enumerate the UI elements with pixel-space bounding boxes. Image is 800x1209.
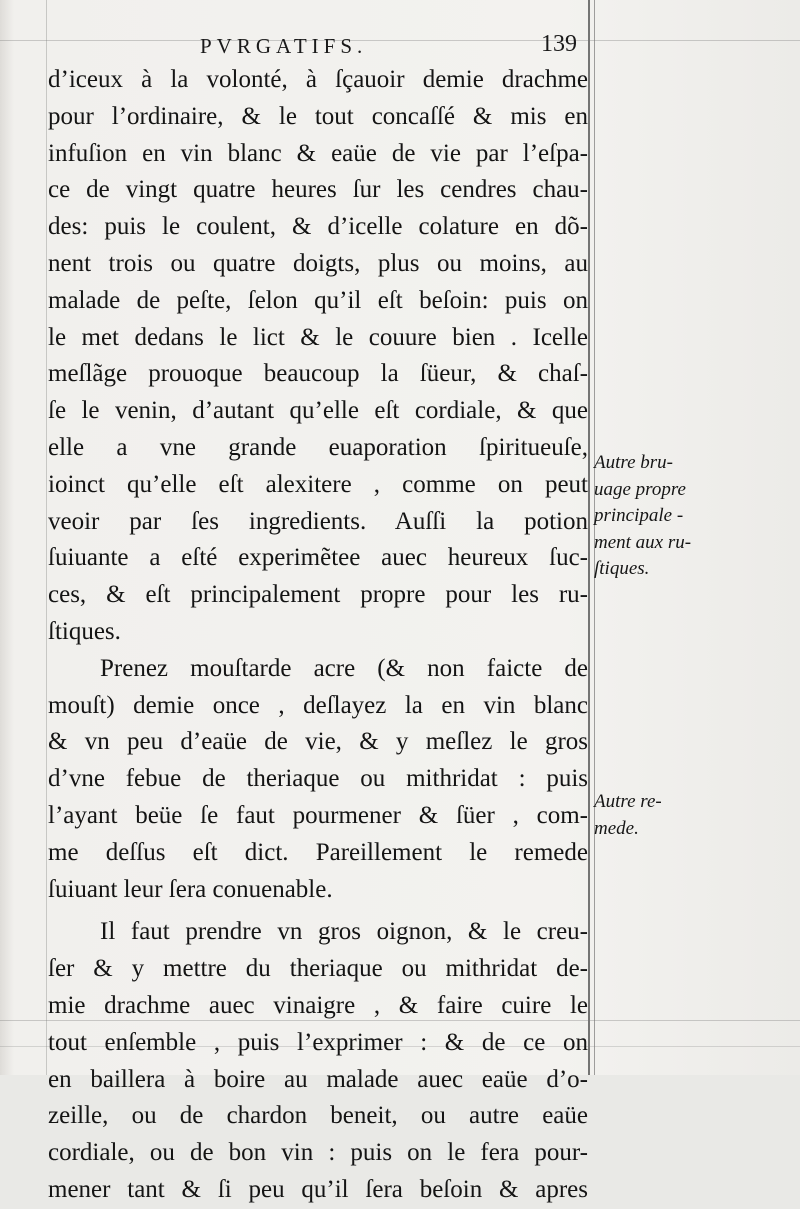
text-line: infuſion en vin blanc & eaüe de vie par l’eſpa-	[48, 139, 588, 167]
text-line: d’iceux à la volonté, à ſçauoir demie drachme	[48, 66, 588, 93]
text-line: tout enſemble , puis l’exprimer : & de ce on	[48, 1028, 588, 1056]
page-number: 139	[541, 31, 577, 57]
page-edge-line	[46, 0, 47, 1075]
margin-note-line: mede.	[594, 817, 639, 839]
text-line: ces, & eſt principalement propre pour les ru-	[48, 581, 588, 609]
text-line: des: puis le coulent, & d’icelle colature en dõ-	[48, 213, 588, 241]
header-rule	[0, 40, 800, 41]
margin-note-line: principale -	[594, 505, 684, 526]
text-line: Prenez mouſtarde acre (& non faicte de	[100, 654, 588, 682]
text-line: zeille, ou de chardon beneit, ou autre eaüe	[48, 1102, 588, 1130]
text-line: nent trois ou quatre doigts, plus ou moins, au	[48, 249, 588, 277]
text-line: elle a vne grande euaporation ſpiritueuſe,	[48, 433, 588, 461]
text-line: en baillera à boire au malade auec eaüe d’o-	[48, 1065, 588, 1093]
text-line: mener tant & ſi peu qu’il ſera beſoin & apres	[48, 1175, 588, 1203]
text-line: ſuiuant leur ſera conuenable.	[48, 875, 333, 903]
text-line: me deſſus eſt dict. Pareillement le remede	[48, 838, 588, 866]
margin-note-line: Autre bru-	[594, 452, 673, 473]
text-line: Il faut prendre vn gros oignon, & le creu-	[100, 918, 588, 946]
text-line: ſe le venin, d’autant qu’elle eſt cordiale, & que	[48, 397, 588, 425]
margin-note-line: uage propre	[594, 478, 686, 500]
main-text-column	[48, 62, 588, 1209]
text-line: ſer & y mettre du theriaque ou mithridat de-	[48, 955, 588, 983]
margin-note-line: Autre re-	[594, 791, 662, 812]
margin-note-line: ment aux ru-	[594, 531, 692, 553]
text-line: ſtiques.	[48, 617, 121, 645]
text-line: ſuiuante a eſté experimẽtee auec heureux ſuc-	[48, 544, 588, 572]
margin-note-line: ſtiques.	[594, 558, 650, 579]
text-line: mie drachme auec vinaigre , & faire cuire le	[48, 991, 588, 1019]
margin-note-other-remedy	[594, 789, 794, 842]
text-line: ioinct qu’elle eſt alexitere , comme on peut	[48, 470, 588, 498]
text-line: pour l’ordinaire, & le tout concaſſé & mis en	[48, 102, 588, 130]
running-head: PVRGATIFS.	[200, 34, 368, 58]
text-line: d’vne febue de theriaque ou mithridat : puis	[48, 765, 588, 793]
text-line: mouſt) demie once , deſlayez la en vin blanc	[48, 691, 588, 719]
text-line: le met dedans le lict & le couure bien . Icelle	[48, 323, 588, 351]
text-line: malade de peſte, ſelon qu’il eſt beſoin: puis on	[48, 286, 588, 314]
text-line: l’ayant beüe ſe faut pourmener & ſüer , com-	[48, 801, 588, 829]
text-line: cordiale, ou de bon vin : puis on le fera pour-	[48, 1139, 588, 1167]
column-divider	[588, 0, 590, 1075]
text-line: veoir par ſes ingredients. Auſſi la potion	[48, 507, 588, 535]
text-line: ce de vingt quatre heures ſur les cendres chau-	[48, 176, 588, 204]
text-line: & vn peu d’eaüe de vie, & y meſlez le gros	[48, 728, 588, 756]
text-line: meſlãge prouoque beaucoup la ſüeur, & chaſ-	[48, 360, 588, 388]
margin-note-rustic-drink	[594, 450, 794, 583]
